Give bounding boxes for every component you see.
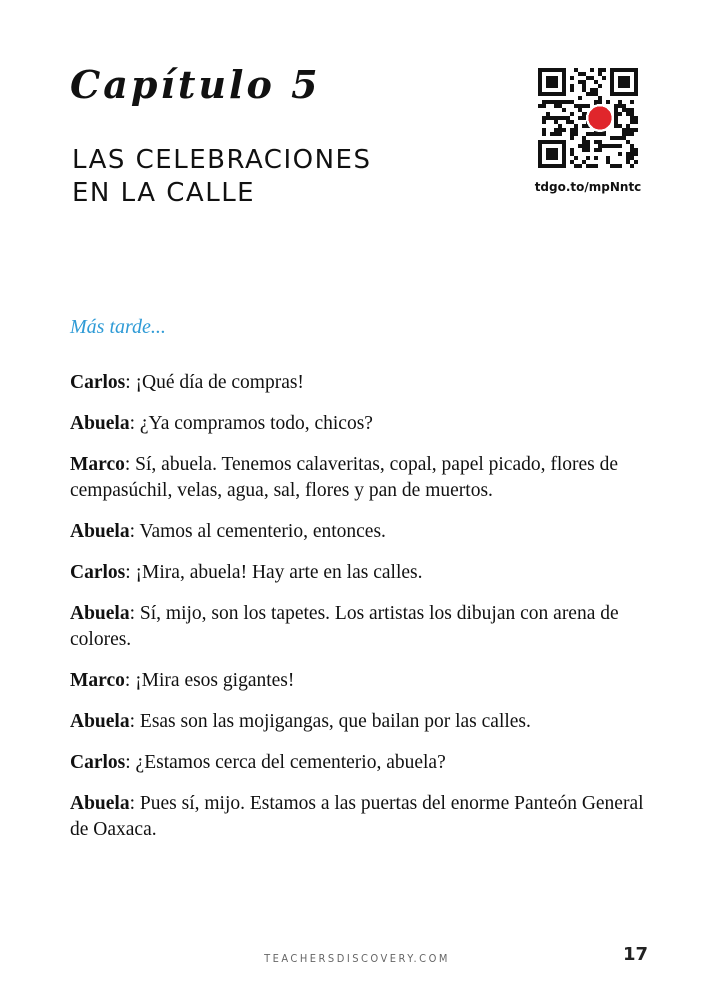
dialogue-line bbox=[70, 791, 650, 843]
dialogue bbox=[70, 370, 650, 858]
line-text: : ¿Estamos cerca del cementerio, abuela? bbox=[125, 752, 446, 773]
dialogue-line bbox=[70, 750, 650, 776]
page-number: 17 bbox=[622, 944, 648, 965]
dialogue-line bbox=[70, 519, 650, 545]
speaker: Abuela bbox=[70, 793, 130, 814]
line-text: : ¡Mira esos gigantes! bbox=[124, 670, 295, 691]
scene-label: Más tarde... bbox=[70, 316, 166, 338]
speaker: Marco bbox=[70, 670, 125, 691]
dialogue-line bbox=[70, 709, 650, 735]
line-text: : ¿Ya compramos todo, chicos? bbox=[129, 413, 373, 434]
line-text: : Esas son las mojigangas, que bailan por las calles. bbox=[129, 711, 531, 732]
speaker: Marco bbox=[70, 454, 125, 475]
dialogue-line bbox=[70, 668, 650, 694]
qr-url[interactable]: tdgo.to/mpNntc bbox=[534, 180, 642, 194]
subtitle-line-1: LAS CELEBRACIONES bbox=[72, 145, 372, 175]
dialogue-line bbox=[70, 370, 650, 396]
speaker: Abuela bbox=[70, 711, 130, 732]
chapter-title: Capítulo 5 bbox=[70, 62, 321, 107]
dialogue-line bbox=[70, 452, 650, 504]
dialogue-line bbox=[70, 560, 650, 586]
speaker: Abuela bbox=[70, 603, 130, 624]
line-text: : ¡Mira, abuela! Hay arte en las calles. bbox=[125, 562, 423, 583]
speaker: Abuela bbox=[70, 413, 130, 434]
line-text: : Pues sí, mijo. Estamos a las puertas del enorme Panteón General de Oaxaca. bbox=[70, 793, 644, 840]
line-text: : Vamos al cementerio, entonces. bbox=[129, 521, 386, 542]
speaker: Carlos bbox=[70, 372, 126, 393]
line-text: : Sí, abuela. Tenemos calaveritas, copal, papel picado, flores de cempasúchil, velas, agua, sal, flores y pan de muertos. bbox=[70, 454, 619, 501]
speaker: Abuela bbox=[70, 521, 130, 542]
footer-site: TEACHERSDISCOVERY.COM bbox=[264, 952, 450, 965]
line-text: : Sí, mijo, son los tapetes. Los artistas los dibujan con arena de colores. bbox=[70, 603, 619, 650]
dialogue-line bbox=[70, 411, 650, 437]
chapter-subtitle bbox=[72, 144, 432, 210]
line-text: : ¡Qué día de compras! bbox=[125, 372, 304, 393]
qr-code-icon[interactable] bbox=[538, 68, 638, 168]
speaker: Carlos bbox=[70, 562, 126, 583]
speaker: Carlos bbox=[70, 752, 126, 773]
subtitle-line-2: EN LA CALLE bbox=[72, 178, 256, 208]
dialogue-line bbox=[70, 601, 650, 653]
